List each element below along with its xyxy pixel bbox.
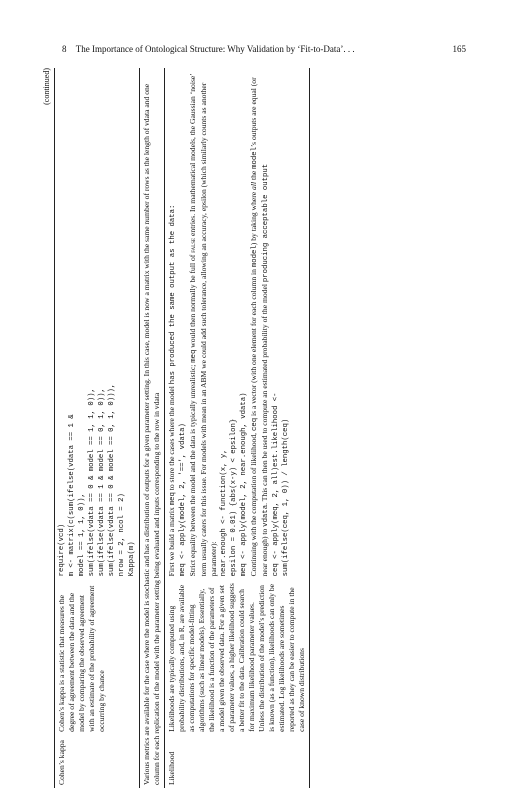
paragraph bbox=[188, 71, 219, 576]
code-line: sum(ifelse(vdata == 0 & model == 1, 1, 0)), bbox=[88, 388, 96, 577]
metric-name-cell: Likelihood bbox=[165, 735, 310, 788]
inline-code: vdata bbox=[262, 504, 270, 527]
table-row-likelihood bbox=[165, 68, 310, 788]
text-run: ABM bbox=[199, 370, 208, 389]
metric-description-cell: Likelihoods are typically computed using probability distributions, and, in R, are available as computations for specific model-fitting algorithms (such as linear models). Essentially, the likelihood is a function of the parameters of a model given the observed data. For a given set of parameter values, a higher likelihood suggests a better fit to the data. Calibration could search for maximum likelihood parameter values. Unless the distribution of the model’s prediction is known (as a function), likelihoods can only be estimated. Log likelihoods are sometimes reported as they can be easier to compute in the case of known distributions bbox=[165, 579, 310, 734]
italic-text: all bbox=[249, 181, 258, 190]
inline-code: model bbox=[251, 245, 259, 268]
code-line: m <- matrix(c(sum(ifelse(vdata == 1 & bbox=[68, 414, 76, 577]
text-run: ) by taking where bbox=[249, 189, 258, 246]
text-run: would then normally be full of bbox=[188, 252, 197, 350]
paragraph bbox=[249, 71, 271, 576]
code-cell bbox=[55, 68, 140, 579]
inline-code: model bbox=[251, 146, 259, 169]
code-line: meq <- apply(model, 2, near.enough, vdata) bbox=[240, 392, 248, 577]
chapter-number: 8 bbox=[62, 44, 67, 54]
code-line: meq <- apply(model, 2, '==', vdata) bbox=[179, 423, 187, 577]
text-run: . This can then be used to compute an estimated probability of the model bbox=[260, 282, 269, 505]
metric-description-cell: Cohen’s kappa is a statistic that measures the degree of agreement between the data and the model by comparing the observed agreement with an estimate of the probability of agreement occurring by chance bbox=[55, 579, 140, 734]
table-row-span-note bbox=[140, 68, 165, 788]
chapter-title: The Importance of Ontological Structure: Why Validation by ‘Fit-to-Data’. . . bbox=[75, 44, 355, 54]
page-header bbox=[62, 44, 466, 58]
text-run: entries. In mathematical models, the Gaussian ‘noise’ term usually caters for this issue. For models with bbox=[188, 73, 208, 577]
text-run: the bbox=[249, 168, 258, 182]
paragraph bbox=[167, 71, 178, 576]
code-line: model == 1, 1, 0)), bbox=[78, 493, 86, 577]
page-number: 165 bbox=[452, 44, 466, 54]
text-run: is a vector (with one element for each column in bbox=[249, 267, 258, 418]
code-line: epsilon = 0.01) {abs(x-y) < epsilon} bbox=[230, 418, 238, 577]
metric-name-cell: Cohen’s kappa bbox=[55, 735, 140, 788]
code-line: sum(ifelse(ceq, 1, 0)) / length(ceq) bbox=[282, 418, 290, 577]
continued-label: (continued) bbox=[42, 68, 51, 105]
code-line: ceq <- apply(meq, 2, all)est.likelihood <- bbox=[272, 392, 280, 577]
code-line: Kappa(m) bbox=[128, 541, 136, 577]
span-note-cell: Various metrics are available for the case where the model is stochastic and has a distribution of outputs for a given parameter setting. In this case, model is now a matrix with the same number of rows as the length of vdata and one column for each replication of the model with the parameter setting being evaluated and inputs corresponding to the row in vdata bbox=[140, 68, 165, 788]
text-run: in an bbox=[199, 388, 208, 407]
inline-code: ceq bbox=[251, 417, 259, 432]
text-run: mean bbox=[199, 406, 208, 423]
code-line: require(vcd) bbox=[58, 523, 66, 577]
small-caps-text: false bbox=[188, 237, 197, 253]
text-run: Strict equality between the model and the data is typically unrealistic; bbox=[188, 362, 197, 577]
text-run: Continuing with the computation of likelihood, bbox=[249, 431, 258, 577]
code-line: sum(ifelse(vdata == 1 & model == 0, 1, 0)), bbox=[98, 388, 106, 577]
inline-code: meq bbox=[169, 492, 177, 506]
code-line: nrow = 2, ncol = 2) bbox=[118, 493, 126, 577]
inline-code: has produced the same output as the data: bbox=[169, 204, 177, 385]
inline-code: meq bbox=[190, 349, 198, 363]
text-run: ’s outputs are equal (or near enough) to bbox=[249, 77, 269, 577]
code-line: near.enough <- function(x, y, bbox=[220, 449, 228, 577]
code-line: sum(ifelse(vdata == 0 & model == 0, 1, 0))), bbox=[108, 383, 116, 577]
text-run: we could add such tolerance, allowing an accuracy, epsilon (which similarly counts as another parameter): bbox=[199, 82, 218, 577]
text-run: First we build a matrix bbox=[167, 505, 176, 577]
inline-code: producing acceptable output bbox=[262, 163, 270, 283]
code-cell bbox=[165, 68, 310, 579]
rotated-table-page bbox=[42, 68, 462, 788]
table-row-kappa bbox=[55, 68, 140, 788]
text-run: to store the cases where the model bbox=[167, 384, 176, 493]
metrics-table bbox=[54, 68, 310, 788]
running-head bbox=[62, 44, 355, 58]
